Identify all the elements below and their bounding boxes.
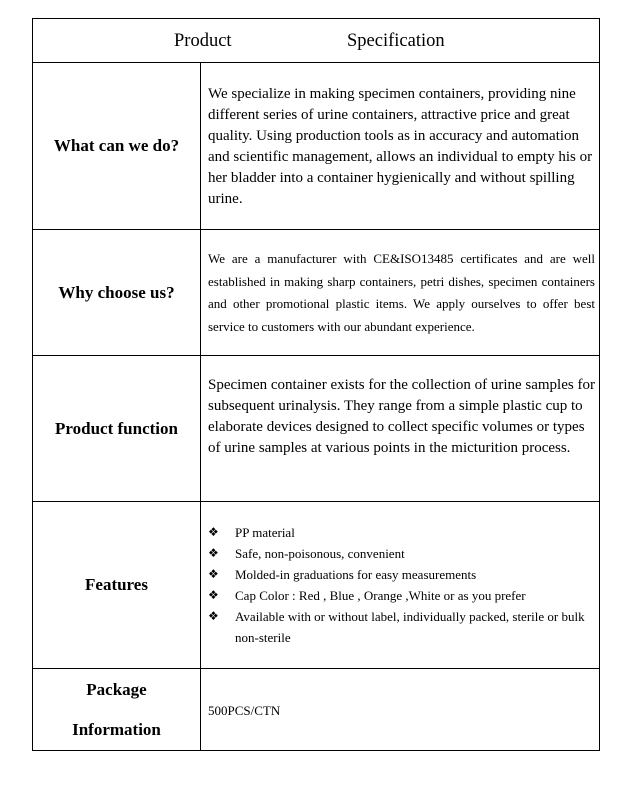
row-label-features: Features — [33, 502, 201, 668]
header-product: Product — [174, 31, 232, 51]
feature-text: PP material — [235, 525, 295, 540]
list-item — [208, 606, 598, 648]
table-row-features — [33, 502, 599, 669]
row-label-why-choose-us: Why choose us? — [33, 230, 201, 355]
list-item — [208, 564, 598, 585]
row-label-what-can-we-do: What can we do? — [33, 63, 201, 229]
diamond-bullet-icon: ❖ — [208, 609, 219, 623]
row-label-package-information — [33, 669, 201, 750]
table-row-why-choose-us — [33, 230, 599, 356]
diamond-bullet-icon: ❖ — [208, 546, 219, 560]
header-specification: Specification — [347, 31, 445, 51]
diamond-bullet-icon: ❖ — [208, 588, 219, 602]
row-content-what-can-we-do — [201, 63, 599, 229]
feature-text: Safe, non-poisonous, convenient — [235, 546, 405, 561]
list-item — [208, 585, 598, 606]
row-content-package-information — [201, 669, 599, 750]
feature-text: Molded-in graduations for easy measurements — [235, 567, 477, 582]
diamond-bullet-icon: ❖ — [208, 525, 219, 539]
row-content-why-choose-us — [201, 230, 599, 355]
row-content-features — [201, 502, 599, 668]
row-content-product-function — [201, 356, 599, 501]
table-header-row — [33, 19, 599, 63]
feature-text: Cap Color : Red , Blue , Orange ,White or as you prefer — [235, 588, 526, 603]
feature-text: Available with or without label, individually packed, sterile or bulk non-sterile — [235, 609, 585, 645]
table-row-package-information — [33, 669, 599, 750]
paragraph-product-function: Specimen container exists for the collection of urine samples for subsequent urinalysis. They range from a simple plastic cup to elaborate devices designed to collect specific volumes or types of urine samples at various points in the micturition process. — [208, 377, 595, 456]
features-list — [208, 522, 598, 648]
package-quantity: 500PCS/CTN — [208, 703, 281, 718]
label-information: Information — [72, 719, 161, 739]
diamond-bullet-icon: ❖ — [208, 567, 219, 581]
list-item — [208, 543, 598, 564]
table-row-what-can-we-do — [33, 63, 599, 230]
paragraph-why-choose-us: We are a manufacturer with CE&ISO13485 certificates and are well established in making sharp containers, petri dishes, specimen containers and other promotional plastic items. We apply ourselves to offer best service to customers with our abundant experience. — [208, 251, 595, 334]
row-label-product-function: Product function — [33, 356, 201, 501]
paragraph-what-can-we-do: We specialize in making specimen containers, providing nine different series of urine containers, attractive price and great quality. Using production tools as in accuracy and automation and scientific management, allows an individual to empty his or her bladder into a container hygienically and without spilling urine. — [208, 86, 593, 207]
list-item — [208, 522, 598, 543]
label-package: Package — [86, 679, 147, 699]
specification-table — [32, 18, 600, 751]
table-row-product-function — [33, 356, 599, 502]
